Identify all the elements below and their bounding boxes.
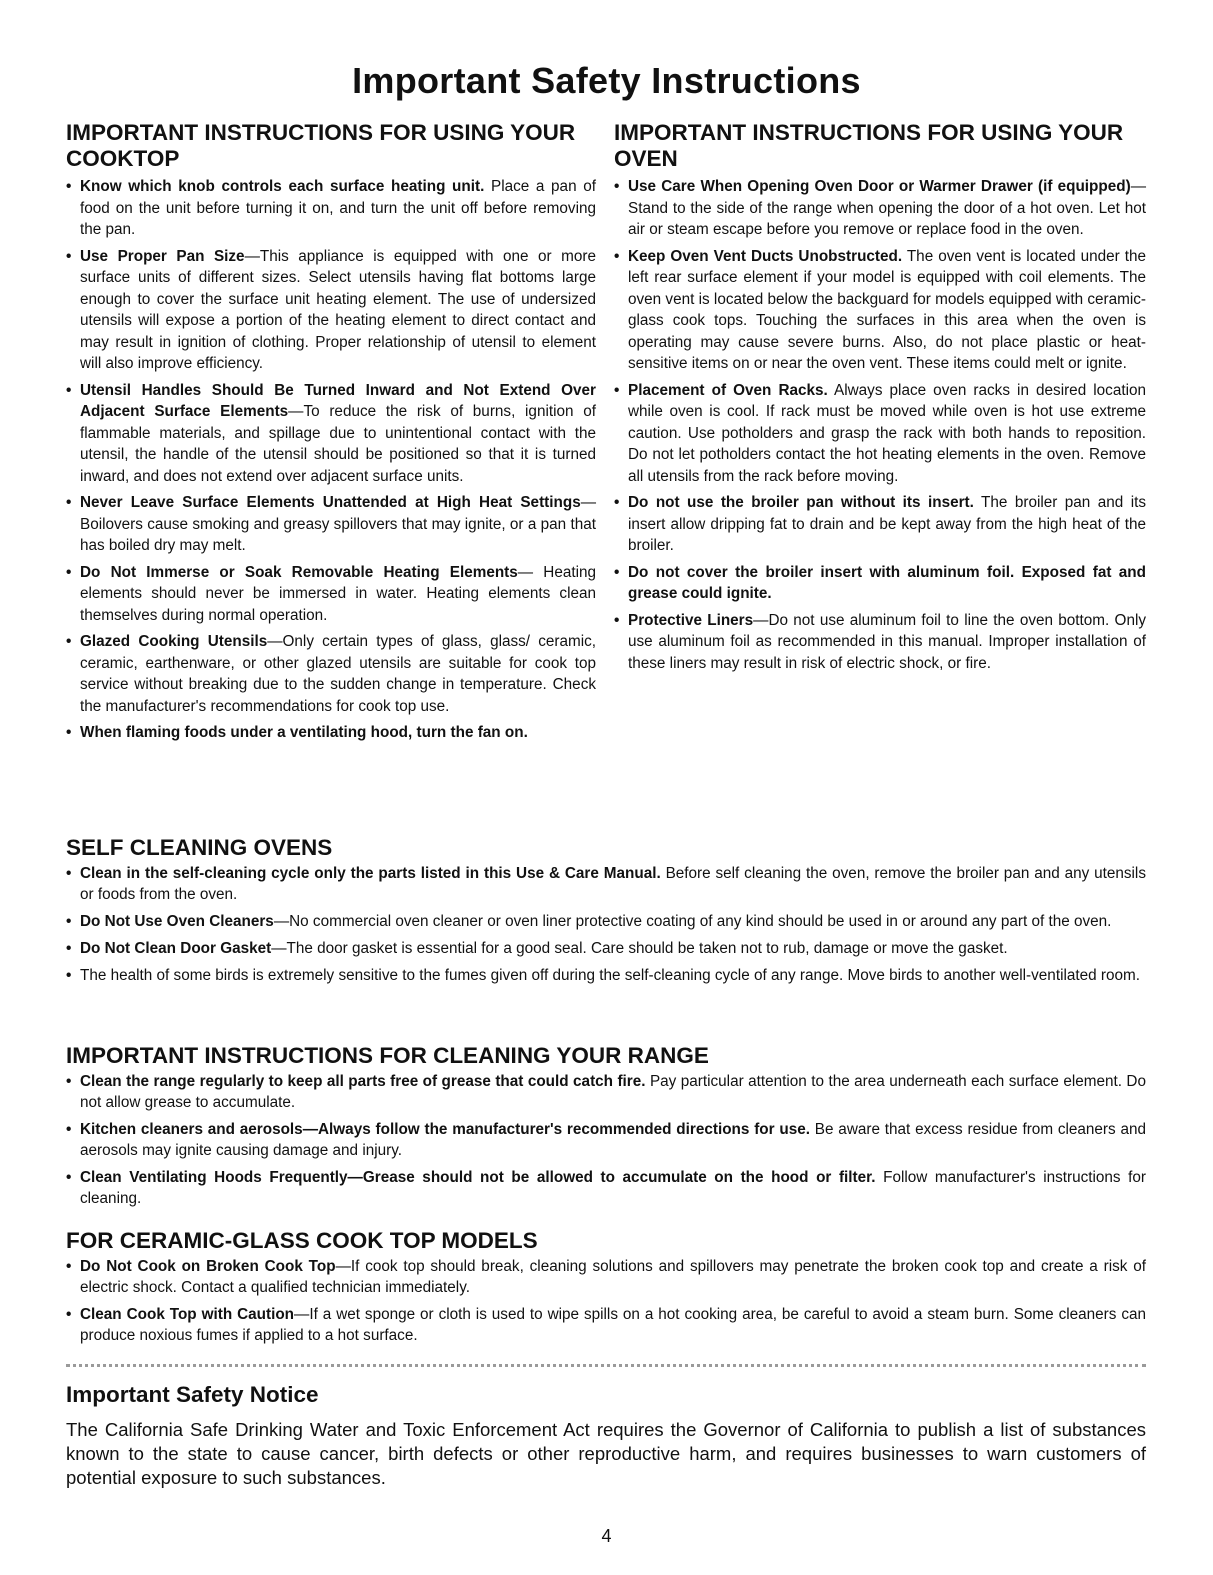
list-item bbox=[66, 863, 1146, 905]
item-lead: Clean the range regularly to keep all parts free of grease that could catch fire. bbox=[80, 1073, 646, 1090]
list-item bbox=[66, 631, 596, 717]
item-lead: Protective Liners bbox=[628, 611, 754, 629]
list-item bbox=[614, 562, 1146, 605]
list-item bbox=[66, 911, 1146, 932]
item-text: Pay particular attention to the area underneath each surface element. Do not allow grease to accumulate. bbox=[80, 1073, 1146, 1111]
cooktop-section bbox=[66, 120, 596, 749]
item-lead: Do not use the broiler pan without its insert. bbox=[628, 494, 974, 511]
item-text: The broiler pan and its insert allow dripping fat to drain and be kept away from the high heat of the broiler. bbox=[628, 494, 1146, 554]
cleaning-range-section bbox=[66, 1043, 1146, 1215]
list-item bbox=[614, 492, 1146, 557]
item-lead: Use Proper Pan Size bbox=[80, 247, 245, 265]
cleaning-range-heading: IMPORTANT INSTRUCTIONS FOR CLEANING YOUR RANGE bbox=[66, 1043, 709, 1068]
list-item bbox=[66, 492, 596, 557]
item-lead: Use Care When Opening Oven Door or Warmer Drawer (if equipped) bbox=[628, 178, 1131, 195]
item-lead: Glazed Cooking Utensils bbox=[80, 633, 268, 650]
item-lead: Clean Cook Top with Caution bbox=[80, 1306, 295, 1323]
list-item bbox=[66, 1119, 1146, 1161]
item-lead: Clean in the self-cleaning cycle only the parts listed in this Use & Care Manual. bbox=[80, 865, 661, 882]
list-item bbox=[614, 246, 1146, 375]
self-cleaning-section bbox=[66, 835, 1146, 992]
item-lead: Do Not Immerse or Soak Removable Heating Elements bbox=[80, 563, 518, 581]
item-text: Follow manufacturer's instructions for cleaning. bbox=[80, 1169, 1146, 1207]
item-text: —This appliance is equipped with one or more surface units of different sizes. Select utensils having flat bottoms large enough to cover the surface unit heating element. The use of undersized utensils will expose a portion of the heating element to direct contact and may result in ignition of clothing. Proper relationship of utensil to element will also improve efficiency. bbox=[80, 247, 596, 372]
item-text: Place a pan of food on the unit before turning it on, and turn the unit off before removing the pan. bbox=[80, 178, 596, 238]
item-text: —Only certain types of glass, glass/ ceramic, ceramic, earthenware, or other glazed utensils are suitable for cook top service without breaking due to the sudden change in temperature. Check the manufacturer's recommendations for cook top use. bbox=[80, 633, 597, 715]
item-lead: Do not cover the broiler insert with aluminum foil. Exposed fat and grease could ignite. bbox=[628, 563, 1146, 602]
self-cleaning-list bbox=[66, 863, 1146, 986]
list-item bbox=[614, 610, 1146, 675]
oven-list bbox=[614, 176, 1146, 674]
item-lead: Utensil Handles Should Be Turned Inward and Not Extend Over Adjacent Surface Elements bbox=[80, 381, 596, 420]
item-lead: Do Not Cook on Broken Cook Top bbox=[80, 1258, 336, 1275]
list-item bbox=[66, 1071, 1146, 1113]
list-item bbox=[66, 938, 1146, 959]
item-text: —The door gasket is essential for a good seal. Care should be taken not to rub, damage or move the gasket. bbox=[271, 940, 1008, 957]
oven-heading: IMPORTANT INSTRUCTIONS FOR USING YOUR OVEN bbox=[614, 120, 1124, 171]
item-text: The oven vent is located under the left rear surface element if your model is equipped with coil elements. The oven vent is located below the backguard for models equipped with ceramic-glass cook tops. Touching the surfaces in this area when the oven is operating may cause severe burns. Also, do not place plastic or heat-sensitive items on or near the oven vent. These items could melt or ignite. bbox=[628, 247, 1146, 372]
item-text: —Boilovers cause smoking and greasy spillovers that may ignite, or a pan that has boiled dry may melt. bbox=[80, 494, 596, 554]
item-lead: Clean Ventilating Hoods Frequently—Grease should not be allowed to accumulate on the hood or filter. bbox=[80, 1169, 876, 1186]
list-item bbox=[66, 1167, 1146, 1209]
list-item bbox=[614, 380, 1146, 488]
item-text: —Do not use aluminum foil to line the oven bottom. Only use aluminum foil as recommended in this manual. Improper installation of these liners may result in risk of electric shock, or fire. bbox=[628, 611, 1146, 672]
list-item bbox=[614, 176, 1146, 241]
item-text: Be aware that excess residue from cleaners and aerosols may ignite causing damage and injury. bbox=[80, 1121, 1146, 1159]
item-lead: Do Not Use Oven Cleaners bbox=[80, 913, 274, 930]
item-text: — Heating elements should never be immersed in water. Heating elements clean themselves during normal operation. bbox=[80, 563, 597, 624]
ceramic-glass-heading: FOR CERAMIC-GLASS COOK TOP MODELS bbox=[66, 1228, 538, 1253]
notice-body: The California Safe Drinking Water and Toxic Enforcement Act requires the Governor of California to publish a list of substances known to the state to cause cancer, birth defects or other reproductive harm, and requires businesses to warn customers of potential exposure to such substances. bbox=[66, 1419, 1146, 1488]
item-text: Always place oven racks in desired location while oven is cool. If rack must be moved while oven is hot use extreme caution. Use potholders and grasp the rack with both hands to reposition. Do not let potholders contact the hot heating elements in the oven. Remove all utensils from the rack before moving. bbox=[628, 381, 1147, 485]
ceramic-glass-list bbox=[66, 1256, 1146, 1346]
item-text: Before self cleaning the oven, remove the broiler pan and any utensils or foods from the oven. bbox=[80, 865, 1146, 903]
list-item bbox=[66, 380, 596, 488]
item-text: —To reduce the risk of burns, ignition of flammable materials, and spillage due to unintentional contact with the utensil, the handle of the utensil should be positioned so that it is turned inward, and does not extend over adjacent surface units. bbox=[80, 403, 596, 485]
list-item bbox=[66, 722, 596, 744]
item-text: —If a wet sponge or cloth is used to wipe spills on a hot cooking area, be careful to avoid a steam burn. Some cleaners can produce noxious fumes if applied to a hot surface. bbox=[80, 1306, 1146, 1344]
item-lead: Kitchen cleaners and aerosols—Always follow the manufacturer's recommended directions for use. bbox=[80, 1121, 810, 1138]
list-item bbox=[66, 176, 596, 241]
item-lead: When flaming foods under a ventilating hood, turn the fan on. bbox=[80, 724, 528, 741]
item-lead: Know which knob controls each surface heating unit. bbox=[80, 178, 485, 195]
list-item bbox=[66, 1256, 1146, 1298]
page-title: Important Safety Instructions bbox=[352, 60, 861, 101]
item-lead: Never Leave Surface Elements Unattended at High Heat Settings bbox=[80, 494, 581, 511]
item-text: —No commercial oven cleaner or oven liner protective coating of any kind should be used in or around any part of the oven. bbox=[273, 913, 1112, 930]
item-lead: Placement of Oven Racks. bbox=[628, 381, 828, 399]
list-item bbox=[66, 562, 596, 627]
cleaning-range-list bbox=[66, 1071, 1146, 1209]
page-number: 4 bbox=[601, 1526, 612, 1546]
oven-section bbox=[614, 120, 1146, 679]
item-text: —Stand to the side of the range when opening the door of a hot oven. Let hot air or steam escape before you remove or replace food in the oven. bbox=[628, 178, 1146, 238]
list-item bbox=[66, 965, 1146, 986]
item-lead: Do Not Clean Door Gasket bbox=[80, 940, 272, 957]
item-text: The health of some birds is extremely sensitive to the fumes given off during the self-cleaning cycle of any range. Move birds to another well-ventilated room. bbox=[80, 967, 1140, 984]
cooktop-heading: IMPORTANT INSTRUCTIONS FOR USING YOUR COOKTOP bbox=[66, 120, 576, 171]
list-item bbox=[66, 246, 596, 375]
self-cleaning-heading: SELF CLEANING OVENS bbox=[66, 835, 333, 860]
list-item bbox=[66, 1304, 1146, 1346]
item-text: —If cook top should break, cleaning solutions and spillovers may penetrate the broken cook top and create a risk of electric shock. Contact a qualified technician immediately. bbox=[80, 1258, 1146, 1296]
ceramic-glass-section bbox=[66, 1228, 1146, 1352]
notice-title: Important Safety Notice bbox=[66, 1382, 319, 1407]
dotted-divider bbox=[66, 1364, 1146, 1367]
item-lead: Keep Oven Vent Ducts Unobstructed. bbox=[628, 247, 903, 265]
cooktop-list bbox=[66, 176, 596, 744]
